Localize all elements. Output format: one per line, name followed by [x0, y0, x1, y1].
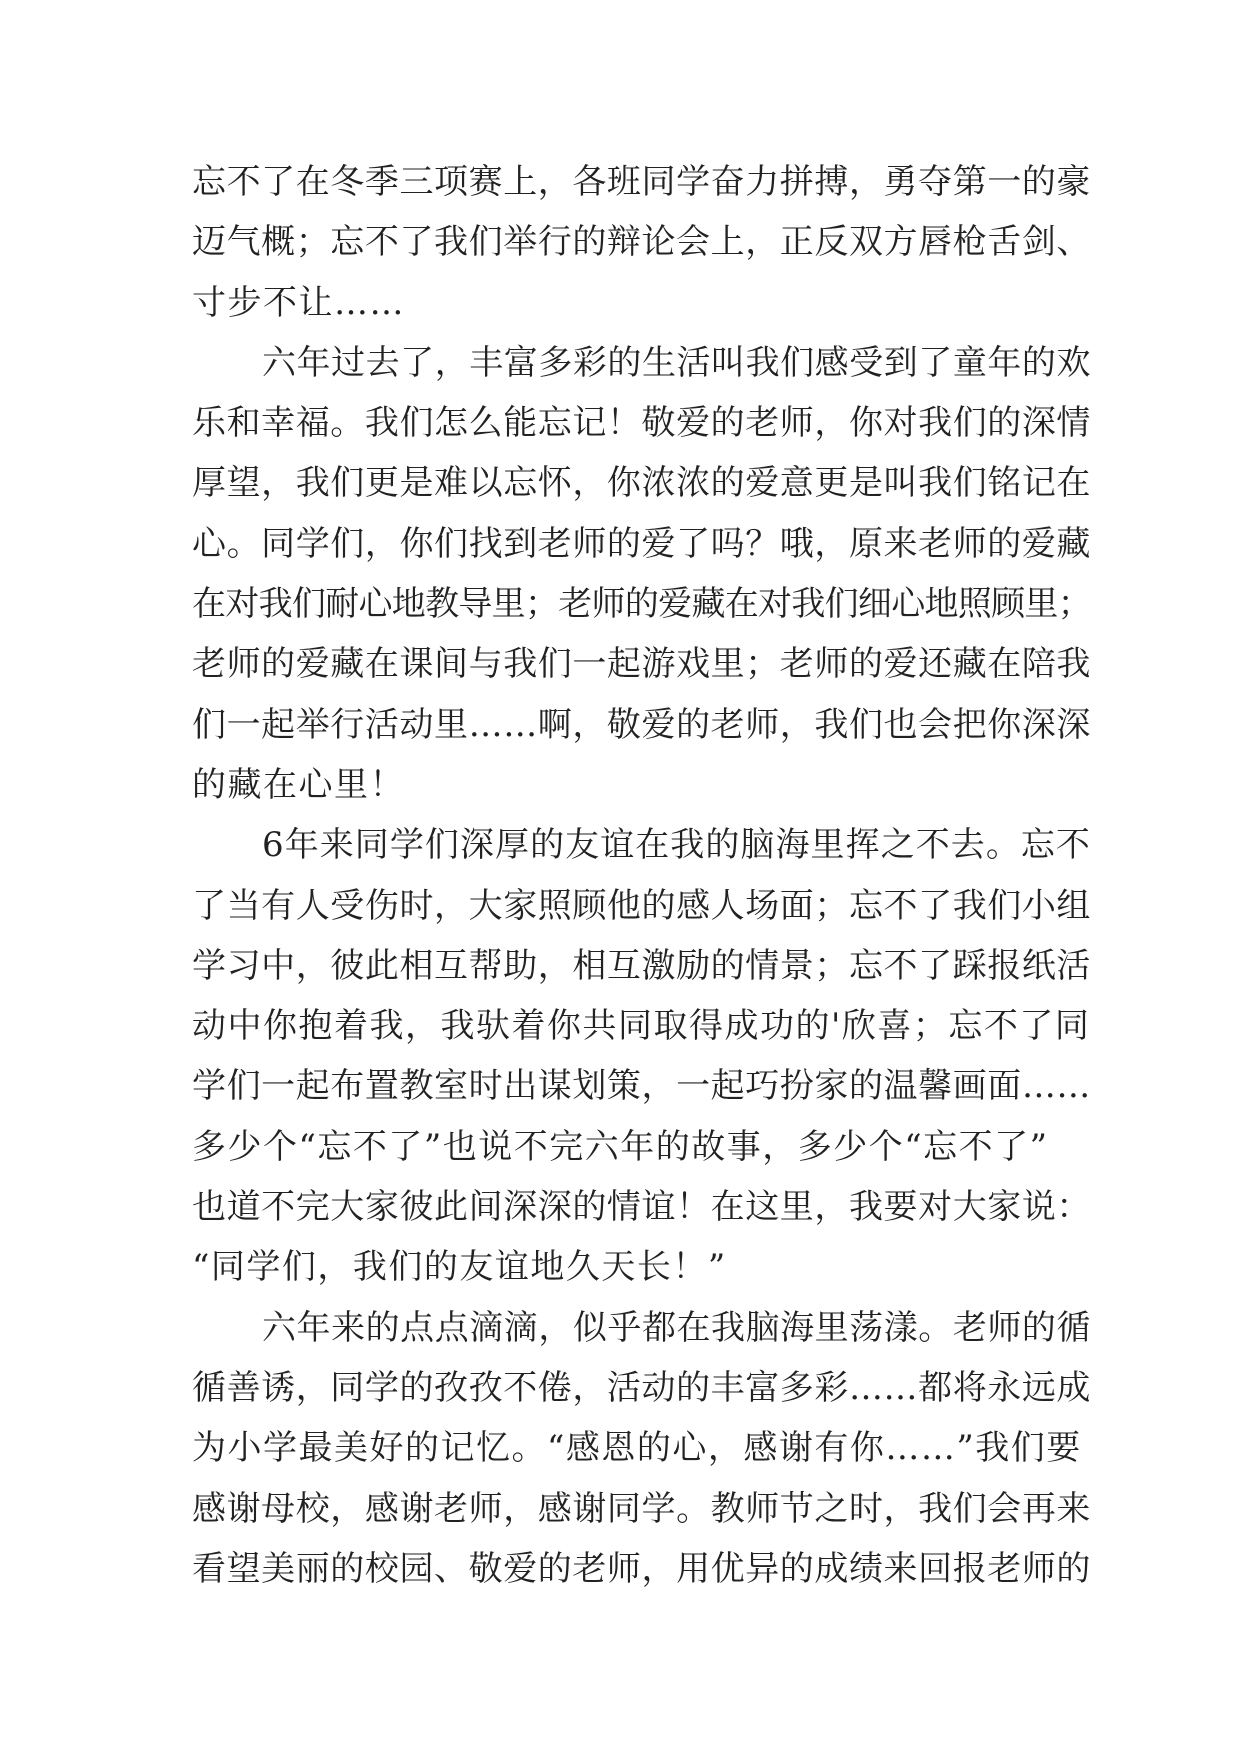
text-line: 六年过去了，丰富多彩的生活叫我们感受到了童年的欢	[262, 342, 1091, 383]
text-line: 迈气概；忘不了我们举行的辩论会上，正反双方唇枪舌剑、	[192, 222, 1091, 263]
text-line: 乐和幸福。我们怎么能忘记！敬爱的老师，你对我们的深情	[192, 403, 1091, 444]
text-line: 厚望，我们更是难以忘怀，你浓浓的爱意更是叫我们铭记在	[192, 463, 1091, 504]
text-line: 忘不了在冬季三项赛上，各班同学奋力拼搏，勇夺第一的豪	[192, 162, 1091, 202]
text-line: 为小学最美好的记忆。“感恩的心，感谢有你……”我们要	[192, 1428, 1082, 1469]
text-line: 6年来同学们深厚的友谊在我的脑海里挥之不去。忘不	[262, 825, 1091, 866]
text-line: 学习中，彼此相互帮助，相互激励的情景；忘不了踩报纸活	[192, 945, 1091, 986]
text-line: 老师的爱藏在课间与我们一起游戏里；老师的爱还藏在陪我	[192, 644, 1091, 685]
text-line: 感谢母校，感谢老师，感谢同学。教师节之时，我们会再来	[192, 1488, 1091, 1529]
text-line: 看望美丽的校园、敬爱的老师，用优异的成绩来回报老师的	[192, 1548, 1091, 1589]
text-line: 动中你抱着我，我驮着你共同取得成功的'欣喜；忘不了同	[192, 1006, 1091, 1047]
text-line: 了当有人受伤时，大家照顾他的感人场面；忘不了我们小组	[192, 885, 1091, 926]
document-body	[192, 152, 1091, 1599]
text-line: 心。同学们，你们找到老师的爱了吗？哦，原来老师的爱藏	[192, 523, 1091, 564]
text-line: 六年来的点点滴滴，似乎都在我脑海里荡漾。老师的循	[262, 1307, 1091, 1348]
text-line: 在对我们耐心地教导里；老师的爱藏在对我们细心地照顾里；	[192, 584, 1091, 625]
text-line: 们一起举行活动里……啊，敬爱的老师，我们也会把你深深	[192, 704, 1091, 745]
text-line: “同学们，我们的友谊地久天长！”	[192, 1247, 727, 1288]
text-line: 多少个“忘不了”也说不完六年的故事，多少个“忘不了”	[192, 1126, 1049, 1167]
text-line: 学们一起布置教室时出谋划策，一起巧扮家的温馨画面……	[192, 1066, 1091, 1107]
text-line: 的藏在心里！	[192, 764, 405, 805]
text-line: 循善诱，同学的孜孜不倦，活动的丰富多彩……都将永远成	[192, 1367, 1091, 1408]
text-line: 寸步不让……	[192, 282, 405, 323]
text-line: 也道不完大家彼此间深深的情谊！在这里，我要对大家说：	[192, 1187, 1091, 1228]
